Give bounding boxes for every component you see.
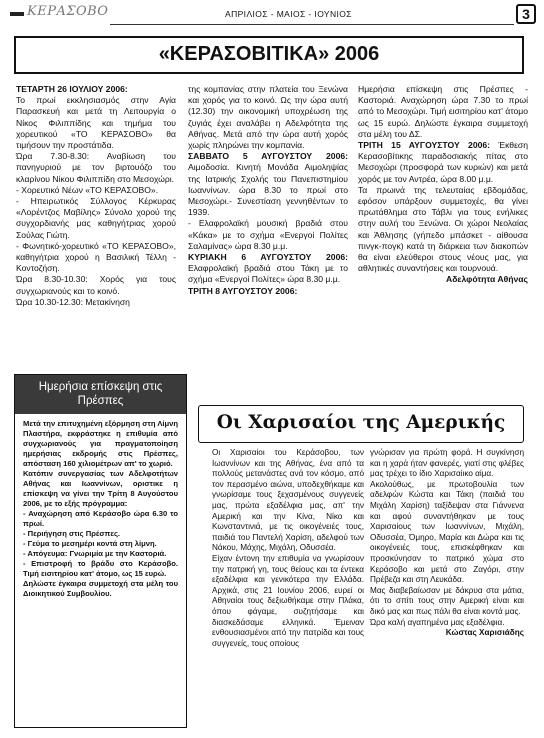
paragraph: - Ελαφρολαϊκή μουσική βραδιά στου «Κάκα» με το σχήμα «Ενεργοί Πολίτες Σαλαμίνας» ώρα 8.30 μ.μ. (188, 218, 348, 251)
logo-bar (10, 12, 24, 16)
paragraph: - Ηπειρωτικός Σύλλογος Κέρκυρας «Λορέντζος Μαβίλης» Σύνολο χορού της συγχορδιανής μας καθηγήτριας χορού Σούλας Γιώτη. (16, 196, 176, 240)
sidebar-paragraph: - Περιήγηση στις Πρέσπες. (23, 529, 121, 538)
signature: Αδελφότητα Αθήνας (446, 274, 528, 285)
paragraph: ΚΥΡΙΑΚΗ 6 ΑΥΓΟΥΣΤΟΥ 2006: Ελαφρολαϊκή βραδιά στου Τάκη με το σχήμα «Ενεργοί Πολίτες» ώρα 8.30 μ.μ. (188, 252, 348, 285)
paragraph: Ακολούθως, με πρωτοβουλία των αδελφών Κώστα και Τάκη (παιδιά του Μιχάλη Χαρίση) ταξίδεψαν στα Γιάννενα και αφού συναντήθηκαν με τους Χαρισαίους των Ιωαννίνων, Μιχάλη, Οδυσσέα, Όμηρο, Μαρία και Δώρα και τις οικογένειές τους, επισκέφθηκαν και προσκύνησαν το πατρικό χώμα στο Κεράσοβο και μετά στο Ζαγόρι, στην Πρέβεζα και στη Λευκάδα. (370, 479, 524, 585)
main-article-title: «ΚΕΡΑΣΟΒΙΤΙΚΑ» 2006 (14, 36, 524, 74)
header-rule (110, 24, 514, 25)
newspaper-logo (10, 4, 120, 24)
paragraph: Τα πρωινά της τελευταίας εβδομάδας, εφόσον υπάρξουν συμμετοχές, θα γίνει πρωτάθλημα στο Τάβλι για τους ενήλικες στην αυλή του Ξενώνα. Οι χώροι Νεολαίας και Άθλησης (γήπεδο μπάσκετ - αίθουσα πινγκ-πογκ) κατά τη διάρκεια των διακοπών θα είναι ελεύθεροι στους νέους μας, για αθλητικές συναντήσεις και τουρνουά. (358, 184, 528, 274)
logo-text: ΚΕΡΑΣΟΒΟ (27, 4, 109, 19)
sidebar-paragraph: Δηλώστε έγκαιρα συμμετοχή στα μέλη του Διοικητικού Συμβουλίου. (23, 579, 178, 598)
sidebar-paragraph: - Αναχώρηση από Κεράσοβο ώρα 6.30 το πρωί. (23, 509, 178, 528)
sidebar-paragraph: - Επιστροφή το βράδυ στο Κεράσοβο. Τιμή εισιτηρίου κατ' άτομο, ως 15 ευρώ. (23, 559, 178, 578)
paragraph: Μας διαβεβαίωσαν με δάκρυα στα μάτια, ότι το σπίτι τους στην Αμερική είναι και δικό μας και πως πάλι θα είναι κοντά μας. (370, 585, 524, 616)
paragraph: της κομπανίας στην πλατεία του Ξενώνα και χορός για το κοινό. Ως την ώρα αυτή (12.30) την οικονομική υποχρέωση της ζυγιάς έχει αναλάβει η Αδελφότητα της Αθήνας. Μετά από την ώρα αυτή χορός χωρίς πληρώνει την κομπανία. (188, 84, 348, 151)
paragraph: Ώρα 10.30-12.30: Μετακίνηση (16, 296, 130, 307)
paragraph: ΣΑΒΒΑΤΟ 5 ΑΥΓΟΥΣΤΟΥ 2006: Αιμοδοσία. Κινητή Μονάδα Αιμοληψίας της Ιατρικής Σχολής του Πανεπιστημίου Ιωαννίνων. ώρα 8.30 το πρωί στο Μεσοχώρι.- Συνεστίαση γεννηθέντων το 1939. (188, 151, 348, 218)
article-column-1 (16, 84, 176, 308)
paragraph: ΤΕΤΑΡΤΗ 26 ΙΟΥΛΙΟΥ 2006: (16, 84, 128, 94)
paragraph: - Χορευτικό Νέων «ΤΟ ΚΕΡΑΣΟΒΟ». (16, 184, 159, 195)
paragraph: ΤΡΙΤΗ 15 ΑΥΓΟΥΣΤΟΥ 2006: Έκθεση Κερασοβίτικης παραδοσιακής πίτας στο Μεσοχώρι (προσφορά των κυριών) και μετά χορός με τον Αντρέα, ώρα 8.00 μ.μ. (358, 140, 529, 184)
paragraph: γνώρισαν για πρώτη φορά. Η συγκίνηση και η χαρά ήταν φανερές, γιατί στις φλέβες μας τρέχει το ίδιο Χαρισαίικο αίμα. (370, 448, 524, 479)
issue-months: ΑΠΡΙΛΙΟΣ - ΜΑΙΟΣ - ΙΟΥΝΙΟΣ (225, 9, 352, 19)
sidebar-paragraph: - Απόγευμα: Γνωριμία με την Καστοριά. (23, 549, 167, 558)
paragraph: - Φωνητικό-χορευτικό «ΤΟ ΚΕΡΑΣΟΒΟ», καθηγήτρια χορού η Βασιλική Τέλλη - Κοντοζήση. (16, 240, 176, 274)
page-header (10, 4, 536, 26)
sidebar-body (15, 414, 186, 604)
paragraph: Ώρα 7.30-8.30: Αναβίωση του πανηγυριού με τον βιρτουόζο του κλαρίνου Νίκου Φιλιππίδη στο Μεσοχώρι. (16, 151, 176, 184)
paragraph: ΤΡΙΤΗ 8 ΑΥΓΟΥΣΤΟΥ 2006: (188, 285, 298, 296)
sidebar-paragraph: Κατόπιν συνεργασίας των Αδελφοτήτων Αθήνας και Ιωαννίνων, οριστικε η επίσκεψη να γίνει την Τρίτη 8 Αυγούστου 2006, με το εξής πρόγραμμα: (23, 469, 178, 508)
second-article-column-2 (370, 448, 524, 639)
page-number: 3 (516, 4, 536, 24)
sidebar-paragraph: Μετά την επιτυχημένη εξόρμηση στη Λίμνη Πλαστήρα, εκφράστηκε η επιθυμία από συγχωριανούς για πραγματοποίηση ημερήσιας εκδρομής στις Πρέσπες, απόσταση 160 χιλιομέτρων απ' το χωριό. (23, 419, 178, 468)
paragraph: Ώρα καλή αγαπημένα μας εξαδέλφια. (370, 617, 505, 627)
article-column-3 (358, 84, 528, 286)
article-column-2 (188, 84, 348, 297)
paragraph: Ημερήσια επίσκεψη στις Πρέσπες - Καστοριά. Αναχώρηση ώρα 7.30 το πρωί από το Μεσοχώρι. Τιμή εισιτηρίου κατ' άτομο ως 15 ευρώ. Δηλώστε έγκαιρα συμμετοχή στα μέλη του ΔΣ. (358, 84, 528, 139)
second-article-title: Οι Χαρισαίοι της Αμερικής (198, 405, 524, 443)
paragraph: Είχαν έντονη την επιθυμία να γνωρίσουν την πατρική γη, τους θείους και τα έντεκα εξαδέλφια και γενικότερα την Ελλάδα. Αρχικά, στις 21 Ιουνίου 2006, ευρεί οι Αθηναίοι τους δεξιωθήκαμε στην Πλάκα, όπου φάγαμε, συζητήσαμε και διασκεδάσαμε ελληνικά. Έμειναν ενθουσιασμένοι από την πατρίδα και τους συγγενείς, τους οποίους (212, 553, 364, 648)
paragraph: Το πρωί εκκλησιασμός στην Αγία Παρασκευή και μετά τη Λειτουργία ο Νίκος Φιλιππίδης και τημήμα του χορευτικού «ΤΟ ΚΕΡΑΣΟΒΟ» θα τιμήσουν την προστάτιδα. (16, 95, 176, 151)
sidebar-box (14, 374, 187, 728)
signature: Κώστας Χαρισιάδης (445, 628, 524, 638)
second-article-column-1 (212, 448, 364, 649)
paragraph: Ώρα 8.30-10.30: Χορός για τους συγχωριανούς και το κοινό. (16, 274, 176, 296)
paragraph: Οι Χαρισαίοι του Κεράσοβου, των Ιωαννίνων και της Αθήνας, ένα από τα πολλούς μετανάστες ανά τον κόσμο, από τον περασμένο αιώνα, υποδεχθήκαμε και γνωρίσαμε τους ξεχασμένους συγγενείς μας, πρώτα εξαδέλφια μας, απ' την Αμερική και την Κίνα, Νίκο και Κωνσταντινιά, με τις οικογένειές τους, παιδιά του Παντελή Χαρίση, αδελφού των Νάκου, Μάχης, Μιχάλη, Οδυσσέα. (212, 448, 364, 553)
sidebar-title: Ημερήσια επίσκεψη στις Πρέσπες (15, 375, 186, 414)
sidebar-paragraph: - Γεύμα το μεσημέρι κοντά στη λίμνη. (23, 539, 157, 548)
